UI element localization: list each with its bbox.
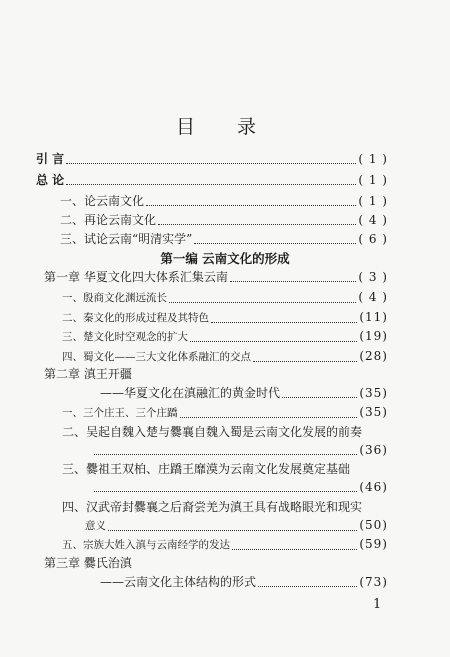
toc-entry-page: (35) xyxy=(359,405,388,419)
dot-leader xyxy=(66,175,356,185)
dot-leader xyxy=(108,521,357,531)
toc-entry-label: 五、宗族大姓入滇与云南经学的发达 xyxy=(62,539,230,551)
toc-entry-page: (46) xyxy=(359,480,388,494)
dot-leader xyxy=(169,293,356,303)
dot-leader xyxy=(158,215,356,225)
page-title: 目 录 xyxy=(175,116,275,138)
toc-entry[interactable] xyxy=(62,329,388,344)
toc-entry-label[interactable]: 四、汉武帝封爨襄之后裔尝羌为滇王具有战略眼光和现实 xyxy=(62,500,363,514)
toc-entry[interactable] xyxy=(62,537,388,552)
toc-entry-label: 总 论 xyxy=(36,173,65,187)
toc-entry-general[interactable] xyxy=(36,173,388,187)
toc-entry-page: (19) xyxy=(359,329,388,343)
dot-leader xyxy=(94,482,357,492)
toc-entry[interactable] xyxy=(60,232,388,246)
toc-entry-chapter[interactable] xyxy=(44,270,388,284)
toc-entry-label: 二、秦文化的形成过程及其特色 xyxy=(62,312,209,324)
toc-entry-label: 意义 xyxy=(85,520,106,532)
toc-entry-page: (28) xyxy=(359,349,388,363)
toc-entry-page: (11) xyxy=(359,310,388,324)
toc-entry-page: (59) xyxy=(359,537,388,551)
toc-entry[interactable] xyxy=(62,349,388,364)
toc-entry-label: 一、三个庄王、三个庄蹻 xyxy=(62,407,178,419)
page-number: 1 xyxy=(373,597,382,612)
toc-entry-label: 一、殷商文化渊远流长 xyxy=(62,292,167,304)
toc-entry-page: (35) xyxy=(359,386,388,400)
toc-entry-subtitle[interactable] xyxy=(100,575,388,589)
dot-leader xyxy=(146,196,356,206)
toc-entry[interactable] xyxy=(62,310,388,325)
dot-leader xyxy=(230,272,357,282)
toc-entry-label: 引 言 xyxy=(36,152,65,166)
toc-entry-continued[interactable] xyxy=(92,480,388,494)
toc-entry-chapter[interactable]: 第三章 爨氏治滇 xyxy=(44,556,132,570)
dot-leader xyxy=(190,332,357,342)
toc-entry[interactable] xyxy=(60,194,388,208)
dot-leader xyxy=(253,352,357,362)
toc-entry-page: ( 1 ) xyxy=(358,173,388,187)
toc-entry-page: (36) xyxy=(359,443,388,457)
toc-entry[interactable] xyxy=(62,290,388,305)
toc-entry-chapter[interactable]: 第二章 滇王开疆 xyxy=(44,367,132,381)
dot-leader xyxy=(258,577,357,587)
dot-leader xyxy=(211,313,357,323)
toc-entry-label: 二、再论云南文化 xyxy=(60,213,157,227)
toc-entry-label: 第一章 华夏文化四大体系汇集云南 xyxy=(44,270,228,284)
toc-entry-label[interactable]: 三、爨祖王双柏、庄蹻王靡漠为云南文化发展奠定基础 xyxy=(62,462,351,476)
dot-leader xyxy=(282,388,357,398)
toc-entry-page: (73) xyxy=(359,575,388,589)
dot-leader xyxy=(232,540,357,550)
toc-entry-page: (50) xyxy=(359,518,388,532)
toc-entry-page: ( 1 ) xyxy=(358,194,388,208)
dot-leader xyxy=(194,234,356,244)
toc-entry-intro[interactable] xyxy=(36,152,388,166)
toc-entry-label: ——华夏文化在滇融汇的黄金时代 xyxy=(100,386,281,400)
toc-entry-label[interactable]: 二、吴起自魏入楚与爨襄自魏入蜀是云南文化发展的前奏 xyxy=(62,425,363,439)
toc-entry-page: ( 4 ) xyxy=(358,213,388,227)
toc-entry-label: 三、试论云南“明清实学” xyxy=(60,232,193,246)
toc-entry-page: ( 6 ) xyxy=(358,232,388,246)
dot-leader xyxy=(180,408,358,418)
toc-entry-label: 一、论云南文化 xyxy=(60,194,145,208)
dot-leader xyxy=(94,445,357,455)
part-heading[interactable]: 第一编 云南文化的形成 xyxy=(160,251,290,266)
toc-entry-page: ( 3 ) xyxy=(358,270,388,284)
toc-entry-page: ( 1 ) xyxy=(358,152,388,166)
toc-entry-page: ( 4 ) xyxy=(358,290,388,304)
toc-entry-label: 三、楚文化时空观念的扩大 xyxy=(62,331,188,343)
toc-entry-continued[interactable] xyxy=(85,518,388,533)
toc-entry[interactable] xyxy=(62,405,388,420)
toc-entry-subtitle[interactable] xyxy=(100,386,388,400)
toc-entry-continued[interactable] xyxy=(92,443,388,457)
toc-entry[interactable] xyxy=(60,213,388,227)
dot-leader xyxy=(66,154,356,164)
toc-entry-label: ——云南文化主体结构的形式 xyxy=(100,575,257,589)
toc-entry-label: 四、蜀文化——三大文化体系融汇的交点 xyxy=(62,351,251,363)
